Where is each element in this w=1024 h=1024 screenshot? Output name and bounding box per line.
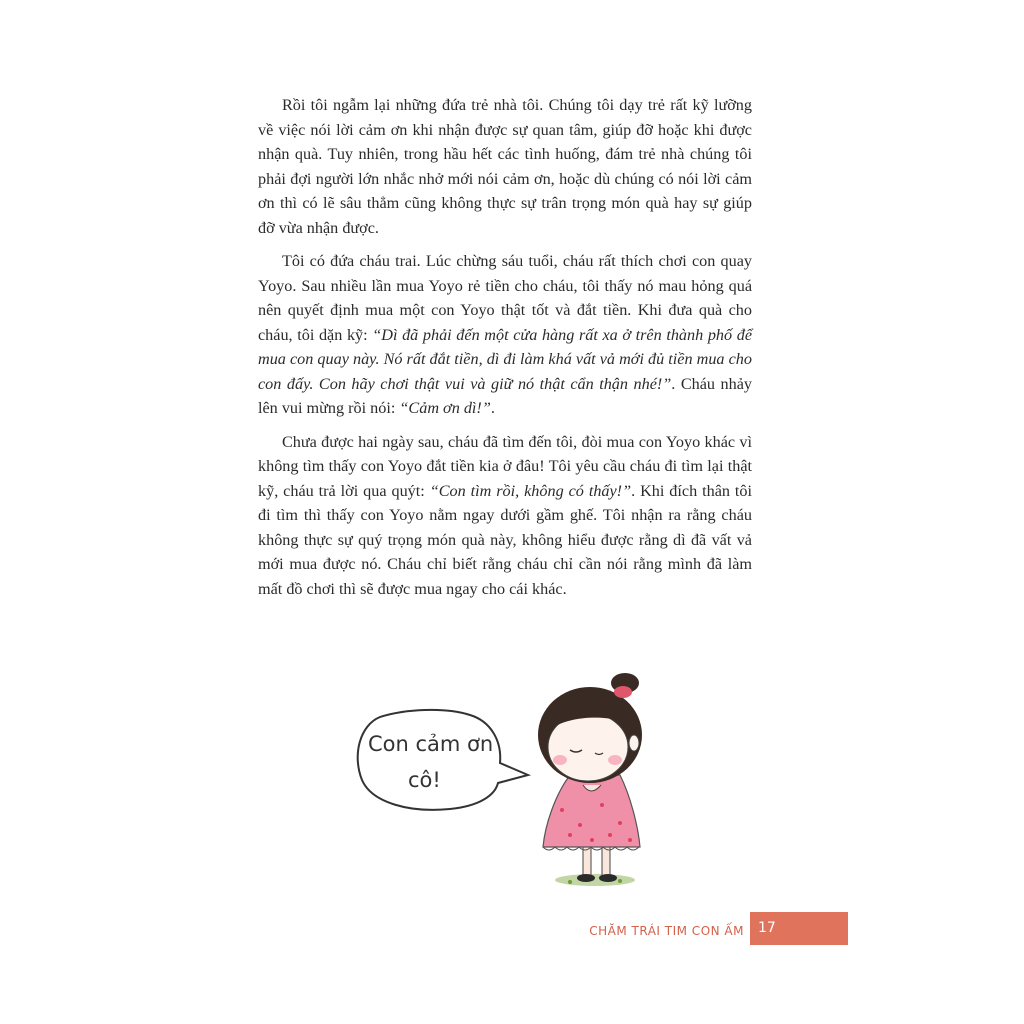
ground bbox=[555, 874, 635, 886]
dress bbox=[543, 775, 640, 850]
quoted-speech: “Dì đã phải đến một cửa hàng rất xa ở trên thành phố để mua con quay này. Nó rất đắt tiền, dì đi làm khá vất vả mới đủ tiền mua cho con đấy. Con hãy chơi thật vui và giữ nó thật cẩn thận nhé!” bbox=[258, 325, 753, 393]
paragraph bbox=[258, 430, 752, 602]
text-segment: Tôi có đứa cháu trai. Lúc chừng sáu tuổi, cháu rất thích chơi con quay Yoyo. Sau nhiều lần mua Yoyo rẻ tiền cho cháu, tôi thấy nó mau hỏng quá nên quyết định mua một con Yoyo thật tốt và đắt tiền. Khi đưa quà cho cháu, tôi dặn kỹ: bbox=[258, 252, 752, 344]
text-segment: . Khi đích thân tôi đi tìm thì thấy con Yoyo nằm ngay dưới gầm ghế. Tôi nhận ra rằng cháu không thực sự quý trọng món quà này, không hiểu được rằng dì đã vất vả mới mua được nó. Cháu chỉ biết rằng cháu chỉ cần nói rằng mình đã làm mất đồ chơi thì sẽ được mua ngay cho cái khác. bbox=[258, 481, 752, 598]
speech-bubble bbox=[358, 710, 528, 810]
bubble-line-2: cô! bbox=[408, 768, 441, 792]
quoted-speech: “Con tìm rồi, không có thấy!” bbox=[429, 481, 632, 500]
bubble-line-1: Con cảm ơn bbox=[368, 732, 494, 756]
text-segment: Rồi tôi ngẫm lại những đứa trẻ nhà tôi. Chúng tôi dạy trẻ rất kỹ lưỡng về việc nói lời cảm ơn khi nhận được sự quan tâm, giúp đỡ hoặc khi được nhận quà. Tuy nhiên, trong hầu hết các tình huống, đám trẻ nhà chúng tôi phải đợi người lớn nhắc nhở mới nói cảm ơn, hoặc dù chúng có nói lời cảm ơn thì có lẽ sâu thẳm cũng không thực sự trân trọng món quà hay sự giúp đỡ vừa nhận được. bbox=[258, 96, 752, 237]
paragraph bbox=[258, 93, 752, 240]
girl-illustration bbox=[340, 635, 670, 905]
text-segment: . Cháu nhảy lên vui mừng rồi nói: bbox=[258, 374, 752, 417]
girl-head bbox=[538, 673, 642, 783]
paragraph bbox=[258, 249, 752, 421]
page-number: 17 bbox=[758, 920, 776, 936]
text-segment: . bbox=[490, 399, 495, 417]
book-title: CHĂM TRÁI TIM CON ẤM bbox=[589, 924, 744, 938]
quoted-speech: “Cảm ơn dì!” bbox=[399, 399, 491, 417]
text-segment: Chưa được hai ngày sau, cháu đã tìm đến tôi, đòi mua con Yoyo khác vì không tìm thấy con Yoyo đắt tiền kia ở đâu! Tôi yêu cầu cháu đi tìm lại thật kỹ, cháu trả lời qua quýt: bbox=[258, 432, 752, 500]
body-text bbox=[258, 93, 752, 610]
